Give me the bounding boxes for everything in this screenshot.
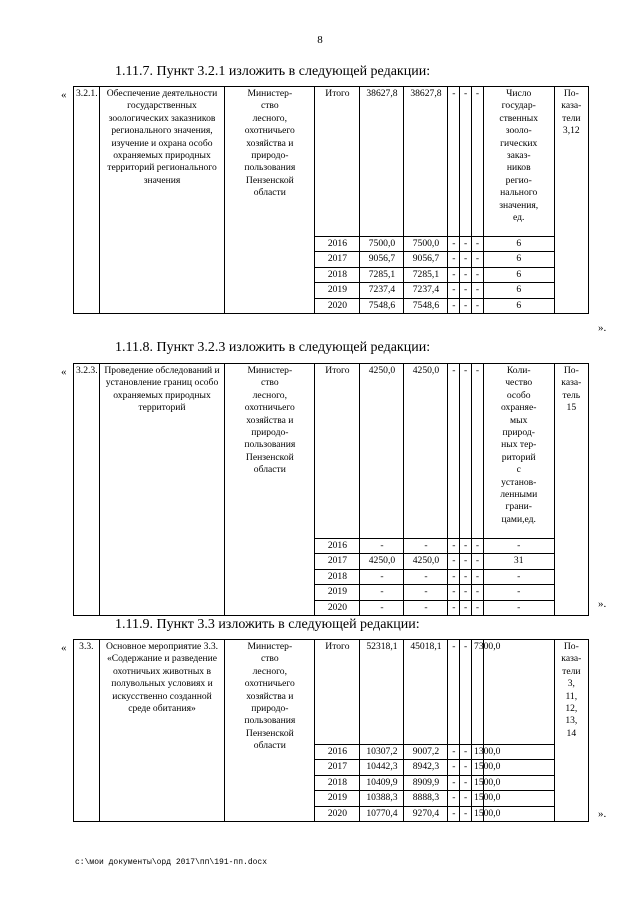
- year-value-5: -: [472, 600, 484, 615]
- year-value-3: -: [448, 298, 460, 313]
- section-heading: 1.11.7. Пункт 3.2.1 изложить в следующей редакции:: [115, 64, 431, 79]
- year-value-2: -: [404, 569, 448, 584]
- indicator-ref: По- каза- тели 3,12: [554, 87, 588, 314]
- year-cell: 2017: [315, 554, 360, 569]
- year-value-3: -: [448, 760, 460, 775]
- activity-name: Основное мероприятие 3.3. «Содержание и разведение охотничьих животных в полувольных условиях и искусственно созданной среде обитания»: [99, 640, 225, 822]
- year-value-4: -: [460, 585, 472, 600]
- indicator-ref: По- каза- тели 3, 11, 12, 13, 14: [554, 640, 588, 822]
- close-quote: ».: [598, 322, 607, 334]
- year-cell: 2018: [315, 775, 360, 790]
- year-value-5: -: [472, 252, 484, 267]
- year-value-4: -: [460, 806, 472, 821]
- year-cell: 2019: [315, 585, 360, 600]
- indicator-name: Число государ- ственных зооло- гических заказ- ников регио- нального значения, ед.: [483, 87, 554, 237]
- year-value-5: -: [472, 569, 484, 584]
- year-value-5: 1300,0: [472, 745, 484, 760]
- year-indicator-value: 6: [483, 283, 554, 298]
- year-value-2: -: [404, 585, 448, 600]
- year-indicator-value: -: [483, 569, 554, 584]
- year-value-4: -: [460, 745, 472, 760]
- year-cell: 2019: [315, 283, 360, 298]
- total-value-1: 38627,8: [360, 87, 404, 237]
- year-value-4: -: [460, 569, 472, 584]
- total-label: Итого: [315, 87, 360, 237]
- table-row: [74, 640, 589, 745]
- total-value-4: -: [460, 640, 472, 745]
- year-value-2: 7237,4: [404, 283, 448, 298]
- executor-name: Министер- ство лесного, охотничьего хозяйства и природо- пользования Пензенской области: [225, 640, 315, 822]
- indicator-ref: По- каза- тель 15: [554, 364, 588, 616]
- year-value-1: 9056,7: [360, 252, 404, 267]
- year-indicator-value: 6: [483, 298, 554, 313]
- year-value-3: -: [448, 585, 460, 600]
- year-value-3: -: [448, 539, 460, 554]
- record-table: [73, 639, 589, 822]
- close-quote: ».: [598, 598, 607, 610]
- year-value-5: -: [472, 237, 484, 252]
- year-value-1: 7285,1: [360, 267, 404, 282]
- year-value-5: -: [472, 585, 484, 600]
- year-value-4: -: [460, 554, 472, 569]
- section-heading: 1.11.9. Пункт 3.3 изложить в следующей редакции:: [115, 617, 420, 632]
- record-table: [73, 363, 589, 616]
- year-value-2: 7500,0: [404, 237, 448, 252]
- total-value-3: -: [448, 87, 460, 237]
- year-value-3: -: [448, 569, 460, 584]
- close-quote: ».: [598, 808, 607, 820]
- year-value-3: -: [448, 252, 460, 267]
- total-label: Итого: [315, 640, 360, 745]
- open-quote: «: [61, 642, 67, 654]
- activity-name: Проведение обследований и установление границ особо охраняемых природных территорий: [99, 364, 225, 616]
- year-indicator-value: 6: [483, 252, 554, 267]
- year-value-3: -: [448, 554, 460, 569]
- year-value-2: 8909,9: [404, 775, 448, 790]
- year-value-4: -: [460, 791, 472, 806]
- total-value-4: -: [460, 87, 472, 237]
- year-value-1: 7548,6: [360, 298, 404, 313]
- total-value-2: 4250,0: [404, 364, 448, 539]
- table-row: [74, 364, 589, 539]
- year-value-2: -: [404, 539, 448, 554]
- record-table: [73, 86, 589, 314]
- total-value-5: -: [472, 87, 484, 237]
- year-value-2: 8942,3: [404, 760, 448, 775]
- year-value-5: 1500,0: [472, 775, 484, 790]
- year-indicator-value: -: [483, 585, 554, 600]
- year-value-1: 4250,0: [360, 554, 404, 569]
- total-label: Итого: [315, 364, 360, 539]
- year-indicator-value: -: [483, 539, 554, 554]
- total-value-5: 7300,0: [472, 640, 484, 745]
- year-cell: 2018: [315, 267, 360, 282]
- year-indicator-value: 6: [483, 237, 554, 252]
- table-row: [74, 87, 589, 237]
- year-value-3: -: [448, 745, 460, 760]
- activity-name: Обеспечение деятельности государственных зоологических заказников регионального значения, изучение и охрана особо охраняемых природных территорий регионального значения: [99, 87, 225, 314]
- year-value-5: -: [472, 554, 484, 569]
- year-value-2: 9007,2: [404, 745, 448, 760]
- year-value-3: -: [448, 283, 460, 298]
- year-value-3: -: [448, 267, 460, 282]
- year-value-2: 9056,7: [404, 252, 448, 267]
- year-value-1: 10307,2: [360, 745, 404, 760]
- year-value-3: -: [448, 791, 460, 806]
- year-cell: 2017: [315, 252, 360, 267]
- year-value-4: -: [460, 760, 472, 775]
- page-number: 8: [317, 34, 323, 46]
- year-value-1: -: [360, 585, 404, 600]
- year-indicator-value: 31: [483, 554, 554, 569]
- year-value-1: 7237,4: [360, 283, 404, 298]
- year-value-2: -: [404, 600, 448, 615]
- year-cell: 2016: [315, 237, 360, 252]
- year-value-2: 9270,4: [404, 806, 448, 821]
- open-quote: «: [61, 89, 67, 101]
- total-value-3: -: [448, 364, 460, 539]
- indicator-name: [483, 640, 554, 745]
- year-value-4: -: [460, 252, 472, 267]
- year-value-5: -: [472, 267, 484, 282]
- year-value-3: -: [448, 237, 460, 252]
- year-cell: 2020: [315, 600, 360, 615]
- year-value-1: 10409,9: [360, 775, 404, 790]
- total-value-4: -: [460, 364, 472, 539]
- year-value-3: -: [448, 600, 460, 615]
- year-value-4: -: [460, 283, 472, 298]
- indicator-name: Коли- чество особо охраняе- мых природ- ных тер- риторий с установ- ленными грани- цами,ед.: [483, 364, 554, 539]
- year-value-2: 8888,3: [404, 791, 448, 806]
- year-value-1: 10388,3: [360, 791, 404, 806]
- year-indicator-value: -: [483, 600, 554, 615]
- total-value-1: 4250,0: [360, 364, 404, 539]
- total-value-2: 38627,8: [404, 87, 448, 237]
- year-value-5: 1500,0: [472, 791, 484, 806]
- total-value-5: -: [472, 364, 484, 539]
- year-value-5: 1500,0: [472, 806, 484, 821]
- year-value-4: -: [460, 298, 472, 313]
- total-value-1: 52318,1: [360, 640, 404, 745]
- total-value-3: -: [448, 640, 460, 745]
- total-value-2: 45018,1: [404, 640, 448, 745]
- year-value-4: -: [460, 775, 472, 790]
- year-value-5: -: [472, 298, 484, 313]
- item-number: 3.2.1.: [74, 87, 100, 314]
- year-value-2: 4250,0: [404, 554, 448, 569]
- executor-name: Министер- ство лесного, охотничьего хозяйства и природо- пользования Пензенской области: [225, 364, 315, 616]
- file-path-footer: c:\мои документы\орд 2017\пп\191-пп.docx: [75, 858, 268, 867]
- year-value-1: -: [360, 600, 404, 615]
- year-value-1: 10770,4: [360, 806, 404, 821]
- year-cell: 2020: [315, 298, 360, 313]
- year-value-3: -: [448, 775, 460, 790]
- section-heading: 1.11.8. Пункт 3.2.3 изложить в следующей редакции:: [115, 340, 431, 355]
- year-value-4: -: [460, 237, 472, 252]
- year-cell: 2016: [315, 539, 360, 554]
- year-cell: 2017: [315, 760, 360, 775]
- year-value-1: 10442,3: [360, 760, 404, 775]
- item-number: 3.3.: [74, 640, 100, 822]
- year-value-2: 7285,1: [404, 267, 448, 282]
- year-value-4: -: [460, 267, 472, 282]
- year-value-2: 7548,6: [404, 298, 448, 313]
- year-value-4: -: [460, 539, 472, 554]
- year-cell: 2016: [315, 745, 360, 760]
- year-indicator-value: 6: [483, 267, 554, 282]
- year-value-4: -: [460, 600, 472, 615]
- year-value-1: -: [360, 539, 404, 554]
- year-cell: 2019: [315, 791, 360, 806]
- year-value-1: 7500,0: [360, 237, 404, 252]
- year-cell: 2018: [315, 569, 360, 584]
- year-value-5: -: [472, 283, 484, 298]
- year-value-1: -: [360, 569, 404, 584]
- executor-name: Министер- ство лесного, охотничьего хозяйства и природо- пользования Пензенской области: [225, 87, 315, 314]
- year-value-5: -: [472, 539, 484, 554]
- year-value-3: -: [448, 806, 460, 821]
- item-number: 3.2.3.: [74, 364, 100, 616]
- year-value-5: 1500,0: [472, 760, 484, 775]
- open-quote: «: [61, 366, 67, 378]
- year-cell: 2020: [315, 806, 360, 821]
